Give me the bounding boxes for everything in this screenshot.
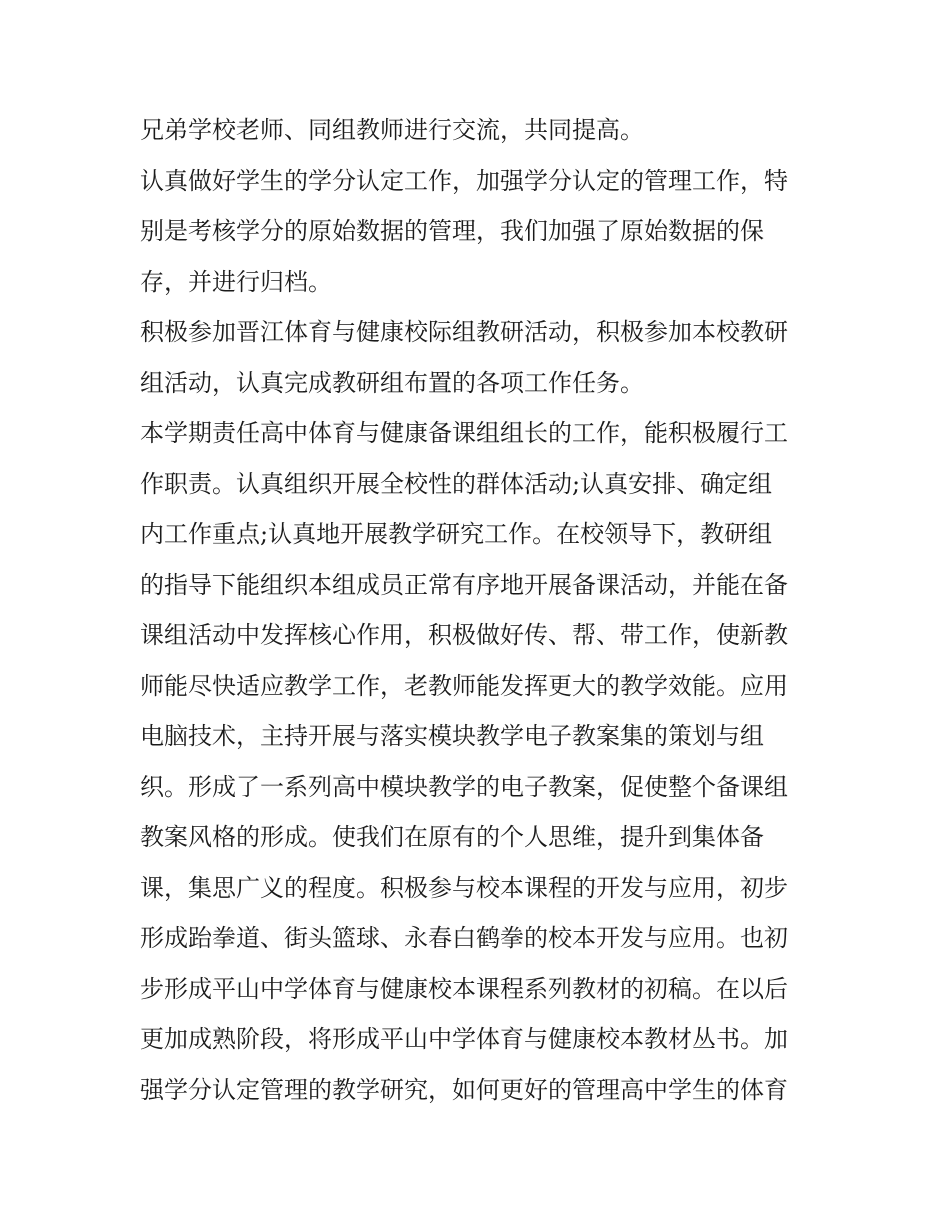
text-line: 形成跆拳道、街头篮球、永春白鹤拳的校本开发与应用。也初 [140, 924, 788, 952]
text-line: 别是考核学分的原始数据的管理，我们加强了原始数据的保 [140, 217, 764, 245]
text-line: 更加成熟阶段，将形成平山中学体育与健康校本教材丛书。加 [140, 1025, 788, 1053]
body-text [140, 105, 820, 1115]
text-line: 课组活动中发挥核心作用，积极做好传、帮、带工作，使新教 [140, 621, 788, 649]
text-line: 组活动，认真完成教研组布置的各项工作任务。 [140, 368, 644, 397]
text-line: 积极参加晋江体育与健康校际组教研活动，积极参加本校教研 [140, 318, 788, 346]
text-line: 作职责。认真组织开展全校性的群体活动;认真安排、确定组 [140, 469, 773, 498]
text-line: 本学期责任高中体育与健康备课组组长的工作，能积极履行工 [140, 419, 788, 447]
text-line: 兄弟学校老师、同组教师进行交流，共同提高。 [140, 116, 644, 144]
text-line: 强学分认定管理的教学研究，如何更好的管理高中学生的体育 [140, 1075, 788, 1104]
text-line: 步形成平山中学体育与健康校本课程系列教材的初稿。在以后 [140, 974, 788, 1003]
text-line: 织。形成了一系列高中模块教学的电子教案，促使整个备课组 [140, 772, 788, 801]
text-line: 课，集思广义的程度。积极参与校本课程的开发与应用，初步 [140, 873, 788, 902]
text-line: 教案风格的形成。使我们在原有的个人思维，提升到集体备 [140, 823, 764, 851]
text-line: 师能尽快适应教学工作，老教师能发挥更大的教学效能。应用 [140, 671, 788, 700]
text-line: 电脑技术，主持开展与落实模块教学电子教案集的策划与组 [140, 722, 764, 750]
text-line: 存，并进行归档。 [140, 267, 332, 296]
text-line: 认真做好学生的学分认定工作，加强学分认定的管理工作，特 [140, 166, 788, 195]
text-line: 内工作重点;认真地开展教学研究工作。在校领导下，教研组 [140, 520, 773, 548]
text-line: 的指导下能组织本组成员正常有序地开展备课活动，并能在备 [140, 570, 788, 599]
